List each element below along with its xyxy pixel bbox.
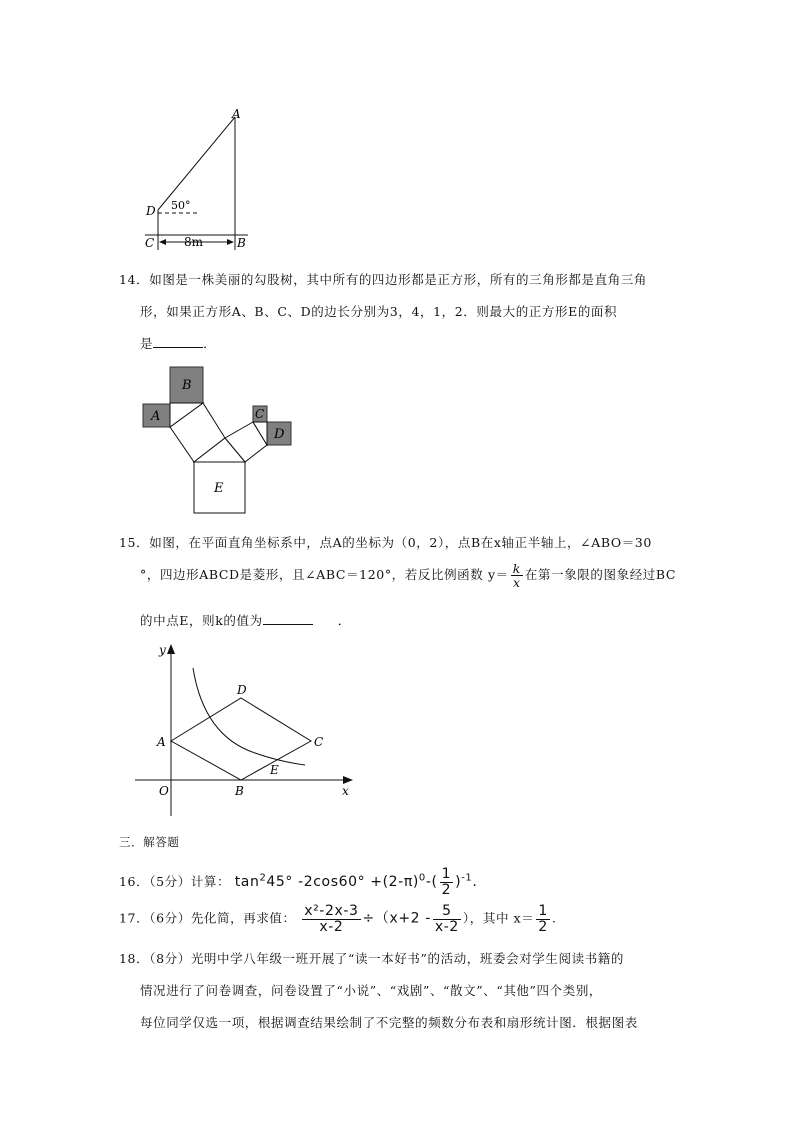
- q14-figure: [140, 362, 300, 517]
- q17-frac2-num: 5: [433, 904, 461, 920]
- q14-answer-blank[interactable]: [153, 336, 203, 348]
- q17-fraction1: [302, 904, 360, 934]
- q16-sup1: 2: [259, 872, 267, 884]
- label-b: B: [237, 236, 246, 250]
- q17-frac2-den: x-2: [434, 918, 459, 935]
- label-d: D: [146, 204, 156, 218]
- q17-prefix: （6分）先化简，再求值：: [149, 910, 296, 926]
- q15-line3-prefix: 的中点E，则k的值为: [140, 613, 263, 628]
- q15-frac-num: k: [512, 561, 521, 576]
- x-axis-arrow: [343, 776, 353, 784]
- label-d-point: D: [237, 683, 247, 697]
- q16-sup3: -1: [461, 872, 473, 884]
- q17-line: [119, 904, 557, 934]
- hyperbola-curve: [193, 668, 305, 765]
- q15-line2-b: 在第一象限的图象经过BC: [524, 567, 677, 583]
- q17-tail: ），其中 x＝: [462, 910, 535, 926]
- q17-frac1-num: x²-2x-3: [304, 903, 359, 919]
- label-c-square: C: [255, 407, 265, 421]
- q15-line2: [140, 562, 676, 589]
- arrow-head-right: [227, 239, 234, 245]
- arrow-head-left: [159, 239, 166, 245]
- q15-text-line1: 如图，在平面直角坐标系中，点A的坐标为（0，2），点B在x轴正半轴上，∠ABO＝30: [149, 535, 652, 550]
- q17-mid: ÷（x+2 -: [362, 910, 431, 927]
- q16-frac-den: 2: [441, 881, 452, 898]
- q17-end: .: [551, 910, 557, 926]
- distance-label: 8m: [184, 235, 204, 249]
- q14-line3-prefix: 是: [140, 336, 154, 351]
- q18-line1: [119, 949, 624, 967]
- label-b-point: B: [235, 784, 244, 798]
- q16-frac-num: 1: [441, 866, 452, 882]
- q16-sup2: 0: [418, 872, 426, 884]
- q15-frac-den: x: [512, 575, 521, 591]
- side-ad: [158, 117, 235, 210]
- q17-frac1-den: x-2: [319, 918, 344, 935]
- label-c-point: C: [314, 735, 324, 749]
- label-o: O: [159, 784, 169, 798]
- label-c: C: [145, 236, 155, 250]
- q15-figure: [135, 638, 365, 818]
- q16-expression: [234, 866, 478, 898]
- q17-frac3-den: 2: [538, 918, 548, 935]
- section-title: 三．解答题: [119, 835, 180, 849]
- label-b-square: B: [182, 378, 192, 393]
- q15-line2-a: °，四边形ABCD是菱形，且∠ABC＝120°，若反比例函数 y＝: [140, 567, 509, 583]
- q18-line3: 每位同学仅选一项，根据调查结果绘制了不完整的频数分布表和扇形统计图．根据图表: [140, 1015, 638, 1030]
- label-a-point: A: [157, 735, 166, 749]
- q16-expr-a: tan: [234, 874, 260, 891]
- q16-expr-b: 45° -2cos60° +(2-π): [266, 874, 419, 891]
- q14-text-line1: 如图是一株美丽的勾股树，其中所有的四边形都是正方形，所有的三角形都是直角三角: [149, 272, 648, 287]
- q13-figure: [140, 105, 260, 255]
- q14-line3-suffix: ．: [203, 336, 217, 351]
- y-axis-arrow: [167, 644, 175, 654]
- label-d-square: D: [274, 427, 285, 442]
- q16-end: .: [472, 874, 478, 891]
- q16-line: [119, 867, 477, 897]
- q15-line3: [140, 611, 351, 629]
- q17-number: 17．: [119, 910, 150, 926]
- q15-line1: [119, 533, 652, 551]
- label-e-point: E: [270, 763, 279, 777]
- q17-fraction2: [433, 904, 461, 934]
- rhombus-abcd: [171, 698, 311, 780]
- label-a-square: A: [151, 409, 161, 424]
- q16-expr-d: ): [455, 874, 462, 891]
- q15-answer-blank[interactable]: [263, 613, 313, 625]
- q18-number: 18．: [119, 951, 150, 966]
- label-a: A: [232, 107, 241, 121]
- label-y: y: [159, 643, 166, 657]
- q16-fraction: [440, 867, 454, 897]
- q15-line3-suffix: ．: [337, 613, 351, 628]
- q16-expr-c: -(: [425, 874, 438, 891]
- q14-line3: [140, 334, 216, 352]
- q17-frac3-num: 1: [538, 903, 548, 919]
- q14-line2: 形，如果正方形A、B、C、D的边长分别为3，4，1，2．则最大的正方形E的面积: [140, 304, 618, 319]
- q14-number: 14．: [119, 272, 150, 287]
- q16-number: 16．: [119, 874, 150, 890]
- q18-text-line1: （8分）光明中学八年级一班开展了“读一本好书”的活动，班委会对学生阅读书籍的: [149, 951, 625, 966]
- q15-fraction: [511, 562, 523, 589]
- q14-line1: [119, 270, 647, 288]
- q17-fraction3: [536, 904, 550, 934]
- q15-number: 15．: [119, 535, 150, 550]
- label-e-square: E: [214, 481, 224, 496]
- q18-line2: 情况进行了问卷调查，问卷设置了“小说”、“戏剧”、“散文”、“其他”四个类别，: [140, 983, 603, 998]
- label-x: x: [342, 784, 349, 798]
- q16-prefix: （5分）计算：: [149, 874, 231, 890]
- angle-label: 50°: [171, 199, 191, 212]
